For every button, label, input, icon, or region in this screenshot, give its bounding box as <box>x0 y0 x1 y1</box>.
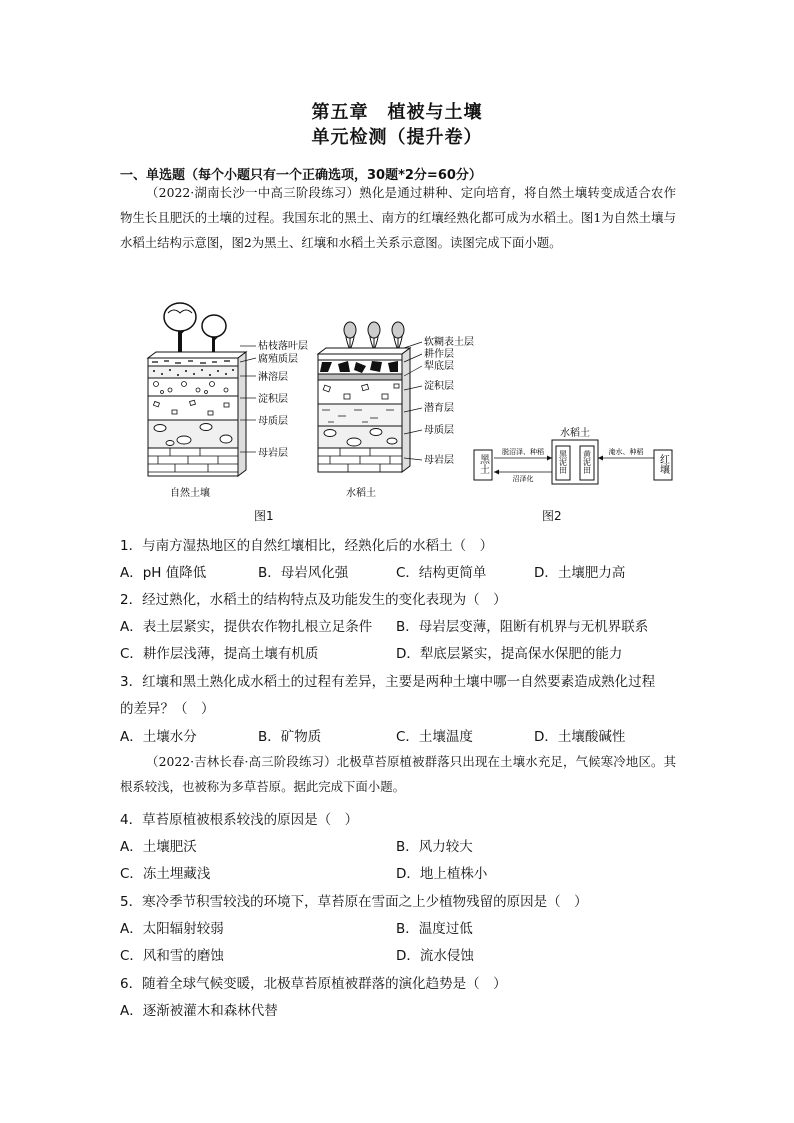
paddy-soil-label: 水稻土 <box>346 488 376 499</box>
question-6-stem: 6．随着全球气候变暖，北极草苔原植被群落的演化趋势是（ ） <box>120 976 507 992</box>
paddy-layer-label: 犁底层 <box>424 361 454 372</box>
arrow-label: 淹水、种稻 <box>608 448 644 456</box>
question-2-stem: 2．经过熟化，水稻土的结构特点及功能发生的变化表现为（ ） <box>120 592 507 608</box>
question-4-stem: 4．草苔原植被根系较浅的原因是（ ） <box>120 812 359 828</box>
q5-option-d[interactable]: D．流水侵蚀 <box>396 948 474 964</box>
q5-option-c[interactable]: C．风和雪的磨蚀 <box>120 948 224 964</box>
natural-layer-label: 母岩层 <box>258 448 288 459</box>
q3-option-c[interactable]: C．土壤温度 <box>396 729 473 745</box>
natural-layer-label: 淋溶层 <box>258 372 288 383</box>
rice-plant-icon <box>344 322 404 350</box>
q4-option-d[interactable]: D．地上植株小 <box>396 866 488 882</box>
question-1-stem: 1．与南方湿热地区的自然红壤相比，经熟化后的水稻土（ ） <box>120 538 494 554</box>
paddy-layer-label: 母岩层 <box>424 455 454 466</box>
question-3-stem-line1: 3．红壤和黑土熟化成水稻土的过程有差异，主要是两种土壤中哪一自然要素造成熟化过程 <box>120 674 656 690</box>
tree-icon <box>202 315 226 354</box>
black-mud-field-label: 黑泥田 <box>558 450 568 474</box>
q1-option-c[interactable]: C．结构更简单 <box>396 565 487 581</box>
q1-option-a[interactable]: A．pH 值降低 <box>120 565 207 581</box>
q2-option-a[interactable]: A．表土层紧实，提供农作物扎根立足条件 <box>120 619 373 635</box>
q4-option-a[interactable]: A．土壤肥沃 <box>120 839 197 855</box>
natural-layer-label: 腐殖质层 <box>258 354 298 365</box>
paddy-layer-label: 母质层 <box>424 425 454 436</box>
paddy-layer-label: 软糊表土层 <box>424 337 474 348</box>
natural-soil-label: 自然土壤 <box>170 488 210 499</box>
red-soil-label: 红壤 <box>657 454 669 474</box>
q5-option-a[interactable]: A．太阳辐射较弱 <box>120 921 224 937</box>
question-5-stem: 5．寒冷季节积雪较浅的环境下，草苔原在雪面之上少植物残留的原因是（ ） <box>120 894 588 910</box>
q2-option-c[interactable]: C．耕作层浅薄，提高土壤有机质 <box>120 646 319 662</box>
black-soil-label: 黑土 <box>477 454 489 474</box>
q5-option-b[interactable]: B．温度过低 <box>396 921 473 937</box>
q2-option-d[interactable]: D．犁底层紧实，提高保水保肥的能力 <box>396 646 623 662</box>
arrow-label: 沼泽化 <box>512 475 534 483</box>
q3-option-d[interactable]: D．土壤酸碱性 <box>534 729 626 745</box>
arrow-label: 脱沼泽、种稻 <box>502 448 544 456</box>
figure-1-caption: 图1 <box>254 509 274 523</box>
q1-option-b[interactable]: B．母岩风化强 <box>258 565 349 581</box>
q1-option-d[interactable]: D．土壤肥力高 <box>534 565 626 581</box>
paddy-title: 水稻土 <box>560 428 590 439</box>
section-heading: 一、单选题（每个小题只有一个正确选项，30题*2分=60分） <box>120 168 482 183</box>
paddy-layer-label: 潜育层 <box>424 403 454 414</box>
question-3-stem-line2: 的差异？（ ） <box>120 701 215 717</box>
q6-option-a[interactable]: A．逐渐被灌木和森林代替 <box>120 1003 278 1019</box>
q4-option-b[interactable]: B．风力较大 <box>396 839 473 855</box>
page-subtitle: 单元检测（提升卷） <box>311 127 483 148</box>
figure-1-soil-profiles <box>140 300 500 525</box>
paddy-layer-label: 淀积层 <box>424 381 454 392</box>
q2-option-b[interactable]: B．母岩层变薄，阻断有机界与无机界联系 <box>396 619 649 635</box>
q3-option-a[interactable]: A．土壤水分 <box>120 729 197 745</box>
tree-icon <box>164 303 196 354</box>
natural-layer-label: 母质层 <box>258 416 288 427</box>
natural-soil-diagram <box>148 303 308 499</box>
page-title: 第五章 植被与土壤 <box>311 102 483 123</box>
paddy-layer-label: 耕作层 <box>424 349 454 360</box>
passage-1: （2022·湖南长沙一中高三阶段练习）熟化是通过耕种、定向培育，将自然土壤转变成适合农作物生长且肥沃的土壤的过程。我国东北的黑土、南方的红壤经熟化都可成为水稻土。图1为自然土壤与水稻土结构示意图，图2为黑土、红壤和水稻土关系示意图。读图完成下面小题。 <box>120 185 676 250</box>
figure-2-soil-relationship <box>470 420 680 492</box>
passage-2: （2022·吉林长春·高三阶段练习）北极草苔原植被群落只出现在土壤水充足，气候寒冷地区。其根系较浅，也被称为多草苔原。据此完成下面小题。 <box>120 754 676 794</box>
natural-layer-label: 淀积层 <box>258 394 288 405</box>
q3-option-b[interactable]: B．矿物质 <box>258 729 322 745</box>
q4-option-c[interactable]: C．冻土埋藏浅 <box>120 866 211 882</box>
figure-2-caption: 图2 <box>542 509 562 523</box>
paddy-soil-diagram <box>318 322 474 499</box>
yellow-mud-field-label: 黄泥田 <box>582 450 592 474</box>
natural-layer-label: 枯枝落叶层 <box>258 341 308 352</box>
